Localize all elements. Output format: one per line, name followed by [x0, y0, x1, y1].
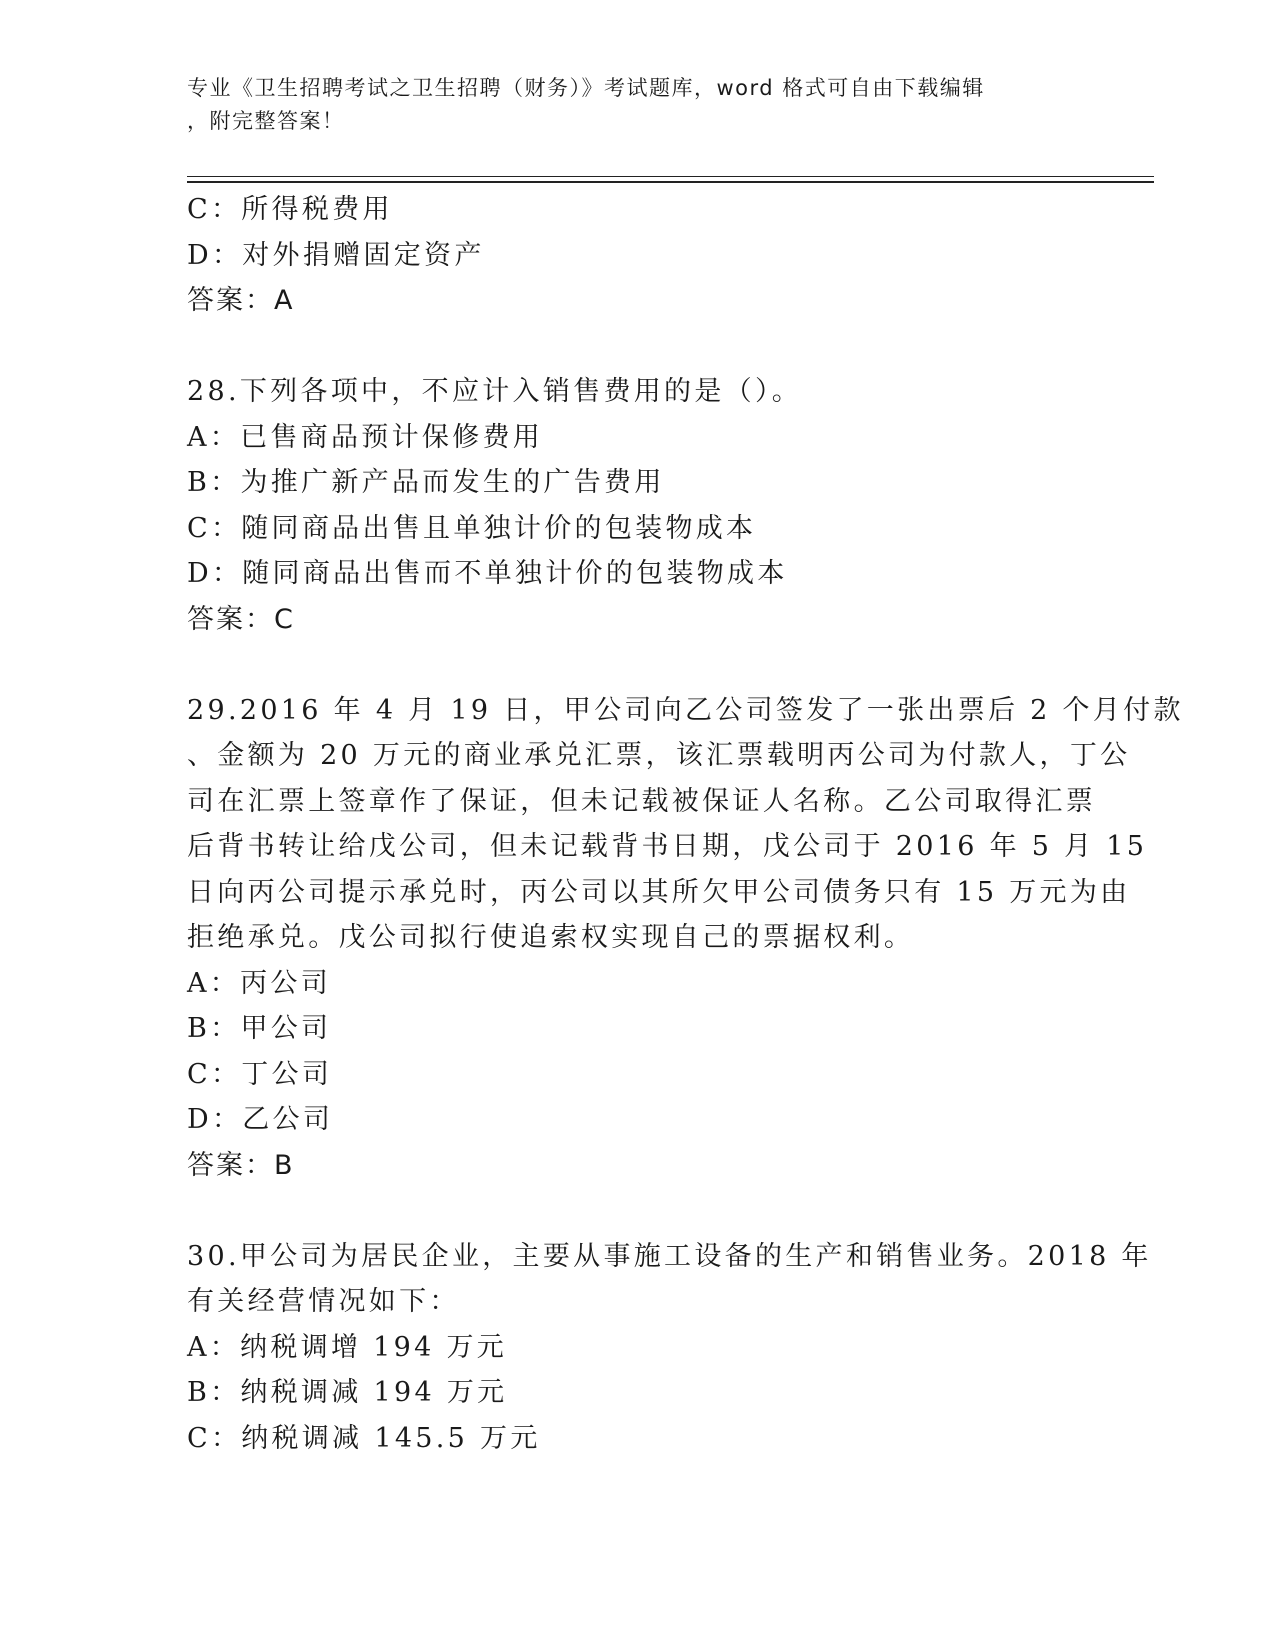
q29-stem-line: 司在汇票上签章作了保证，但未记载被保证人名称。乙公司取得汇票: [187, 785, 1096, 817]
header-title-line-1: 专业《卫生招聘考试之卫生招聘（财务）》考试题库，word 格式可自由下载编辑: [187, 76, 985, 100]
q29-stem-line: 日向丙公司提示承兑时，丙公司以其所欠甲公司债务只有 15 万元为由: [187, 876, 1131, 908]
q29-option-c: C：丁公司: [187, 1058, 333, 1090]
q30-option-b: B：纳税调减 194 万元: [187, 1377, 508, 1408]
q29-stem-line: 29.2016 年 4 月 19 日，甲公司向乙公司签发了一张出票后 2 个月付款: [187, 694, 1184, 726]
q30-option-a: A：纳税调增 194 万元: [187, 1331, 508, 1363]
question-28: [187, 369, 1087, 642]
spacer: [187, 324, 1087, 370]
q30-stem-line: 30.甲公司为居民企业，主要从事施工设备的生产和销售业务。2018 年: [187, 1240, 1152, 1272]
q27-option-c: C：所得税费用: [187, 194, 393, 225]
header-divider-thick: [187, 181, 1154, 183]
q28-answer: 答案：C: [187, 603, 295, 635]
q28-stem: 28.下列各项中，不应计入销售费用的是（）。: [187, 376, 803, 407]
q29-answer: 答案：B: [187, 1149, 295, 1181]
q28-option-c: C：随同商品出售且单独计价的包装物成本: [187, 512, 757, 544]
q28-option-b: B：为推广新产品而发生的广告费用: [187, 467, 665, 498]
header-title-line-2: ，附完整答案！: [187, 109, 345, 133]
q27-option-d: D：对外捐赠固定资产: [187, 239, 485, 271]
spacer: [187, 1188, 1087, 1234]
question-content: [187, 187, 1184, 1461]
question-30: [187, 1234, 1152, 1462]
q30-option-c: C：纳税调减 145.5 万元: [187, 1422, 541, 1454]
q28-option-d: D：随同商品出售而不单独计价的包装物成本: [187, 558, 788, 589]
spacer: [187, 642, 1087, 688]
q29-stem-line: 后背书转让给戊公司，但未记载背书日期，戊公司于 2016 年 5 月 15: [187, 831, 1148, 862]
q29-stem-line: 拒绝承兑。戊公司拟行使追索权实现自己的票据权利。: [187, 922, 915, 953]
q29-option-a: A：丙公司: [187, 967, 331, 999]
page-header: [187, 72, 1087, 138]
question-29: [187, 688, 1184, 1189]
q27-answer: 答案：A: [187, 285, 295, 316]
q30-stem-line: 有关经营情况如下：: [187, 1286, 460, 1317]
q29-option-d: D：乙公司: [187, 1104, 334, 1135]
question-27-tail: [187, 187, 1087, 324]
header-divider-thin: [187, 176, 1154, 177]
q29-option-b: B：甲公司: [187, 1013, 332, 1044]
q29-stem-line: 、金额为 20 万元的商业承兑汇票，该汇票载明丙公司为付款人，丁公: [187, 740, 1131, 771]
q28-option-a: A：已售商品预计保修费用: [187, 421, 544, 453]
